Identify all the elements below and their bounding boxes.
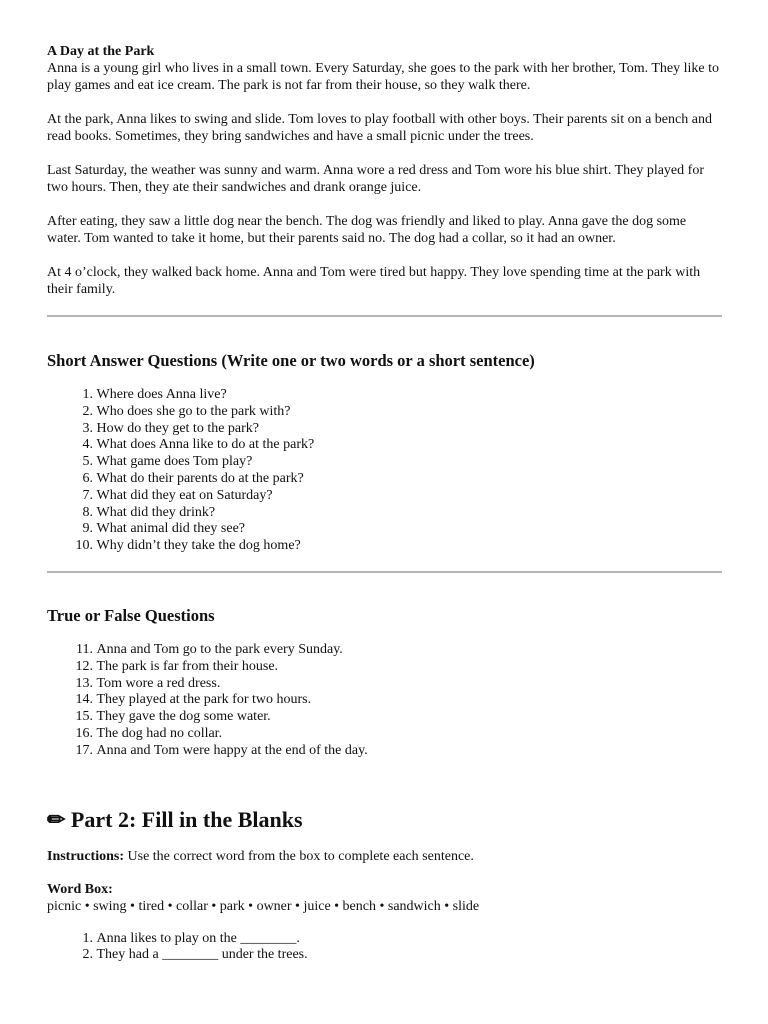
part2-heading-text: ✏ Part 2: Fill in the Blanks [47,806,303,832]
short-answer-section [47,351,722,555]
section-divider [47,315,722,317]
wordbox-words: picnic • swing • tired • collar • park • owner • juice • bench • sandwich • slide [47,898,480,914]
question-item: 11. Anna and Tom go to the park every Sunday. [76,641,343,657]
question-item: 4. What does Anna like to do at the park? [82,437,315,453]
story-paragraph: Last Saturday, the weather was sunny and warm. Anna wore a red dress and Tom wore his blue shirt. They played for two hours. Then, they ate their sandwiches and drank orange juice. [47,163,704,195]
question-item: 2. They had a ________ under the trees. [82,947,308,963]
question-item: 6. What do their parents do at the park? [82,470,304,486]
question-item: 5. What game does Tom play? [82,454,253,470]
section-divider [47,571,722,573]
story-title: A Day at the Park [47,44,155,59]
story-paragraph: After eating, they saw a little dog near the bench. The dog was friendly and liked to play. Anna gave the dog some water. Tom wanted to take it home, but their parents said no. The dog had a collar, so it had an owner. [47,214,687,246]
question-item: 1. Anna likes to play on the ________. [82,930,300,946]
question-item: 13. Tom wore a red dress. [75,675,221,691]
question-item: 17. Anna and Tom were happy at the end of the day. [75,742,368,758]
question-item: 9. What animal did they see? [82,521,245,537]
true-false-list [47,642,722,760]
fill-blanks-list [47,931,722,965]
short-answer-heading: Short Answer Questions (Write one or two words or a short sentence) [47,351,535,370]
story-section [47,43,722,298]
wordbox-label: Word Box: [47,881,113,897]
question-item: 16. The dog had no collar. [75,725,223,741]
short-answer-list [47,387,722,555]
instructions [47,848,722,865]
true-false-heading: True or False Questions [47,605,215,625]
question-item: 3. How do they get to the park? [82,420,260,436]
question-item: 15. They gave the dog some water. [75,709,271,725]
part2-section [47,807,722,965]
question-item: 12. The park is far from their house. [75,658,279,674]
question-item: 1. Where does Anna live? [82,387,227,402]
part2-heading [47,807,722,833]
question-item: 14. They played at the park for two hours. [75,692,312,708]
question-item: 7. What did they eat on Saturday? [82,487,273,503]
story-paragraph: At 4 o’clock, they walked back home. Anna and Tom were tired but happy. They love spending time at the park with their family. [47,265,701,297]
question-item: 8. What did they drink? [82,504,216,520]
story-paragraph: At the park, Anna likes to swing and slide. Tom loves to play football with other boys. Their parents sit on a bench and read books. Sometimes, they bring sandwiches and have a small picnic under the trees. [47,112,712,144]
instructions-text: Use the correct word from the box to complete each sentence. [124,848,474,864]
question-item: 10. Why didn’t they take the dog home? [75,538,301,554]
worksheet-page [47,43,722,964]
question-item: 2. Who does she go to the park with? [82,403,291,419]
instructions-label: Instructions: [47,848,125,864]
true-false-section [47,606,722,760]
story-paragraph: Anna is a young girl who lives in a small town. Every Saturday, she goes to the park with her brother, Tom. They like to play games and eat ice cream. The park is not far from their house, so they walk there. [47,61,720,93]
